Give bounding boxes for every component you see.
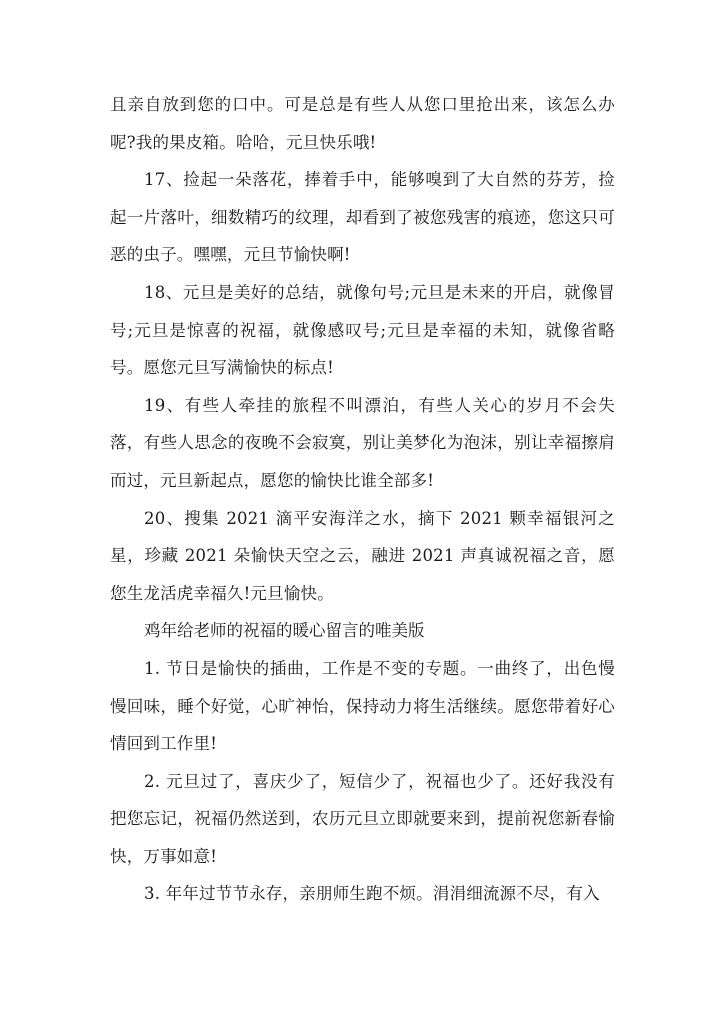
- list-item-1: 1. 节日是愉快的插曲，工作是不变的专题。一曲终了，出色慢慢回味，睡个好觉，心旷神怡，保持动力将生活继续。愿您带着好心情回到工作里!: [110, 658, 615, 754]
- paragraph-19: 19、有些人牵挂的旅程不叫漂泊，有些人关心的岁月不会失落，有些人思念的夜晚不会寂寞，别让美梦化为泡沫，别让幸福擦肩而过，元旦新起点，愿您的愉快比谁全部多!: [110, 395, 615, 490]
- list-item-3: 3. 年年过节节永存，亲朋师生跑不烦。涓涓细流源不尽，有入: [144, 884, 600, 904]
- paragraph-17: 17、捡起一朵落花，捧着手中，能够嗅到了大自然的芬芳，捡起一片落叶，细数精巧的纹理，却看到了被您残害的痕迹，您这只可恶的虫子。嘿嘿，元旦节愉快啊!: [110, 170, 615, 265]
- paragraph-continuation: 且亲自放到您的口中。可是总是有些人从您口里抢出来，该怎么办呢?我的果皮箱。哈哈，元旦快乐哦!: [110, 95, 615, 152]
- paragraph-18: 18、元旦是美好的总结，就像句号;元旦是未来的开启，就像冒号;元旦是惊喜的祝福，就像感叹号;元旦是幸福的未知，就像省略号。愿您元旦写满愉快的标点!: [110, 282, 615, 378]
- list-item-2: 2. 元旦过了，喜庆少了，短信少了，祝福也少了。还好我没有把您忘记，祝福仍然送到，农历元旦立即就要来到，提前祝您新春愉快，万事如意!: [110, 771, 615, 866]
- section-heading: 鸡年给老师的祝福的暖心留言的唯美版: [144, 621, 425, 641]
- document-page: [110, 86, 615, 913]
- paragraph-20: 20、搜集 2021 滴平安海洋之水，摘下 2021 颗幸福银河之星，珍藏 2021 朵愉快天空之云，融进 2021 声真诚祝福之音，愿您生龙活虎幸福久!元旦愉快。: [110, 508, 615, 603]
